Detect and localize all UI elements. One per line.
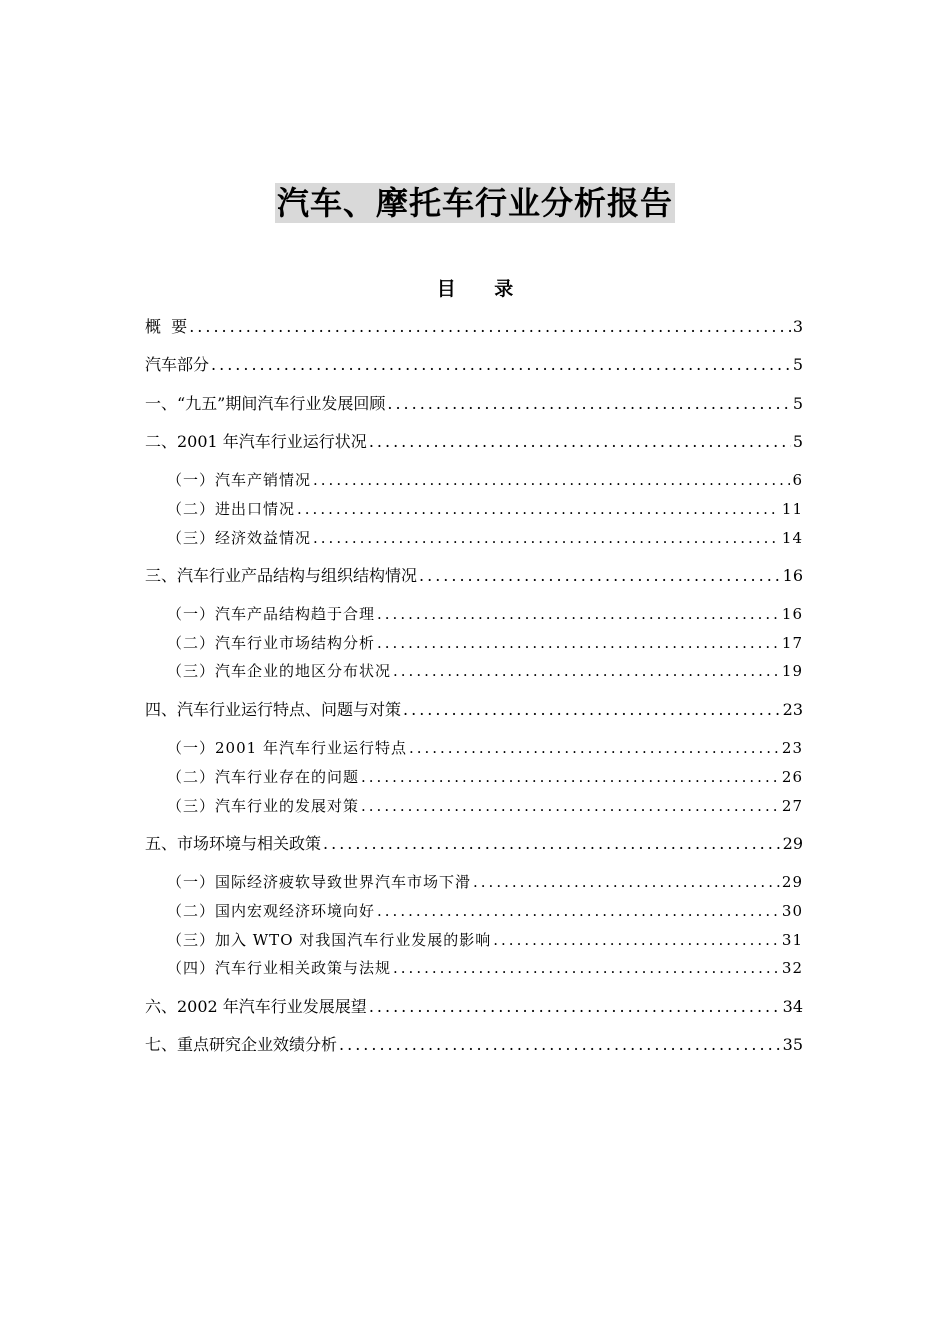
toc-subentry[interactable]	[167, 929, 803, 951]
toc-entry-page: 11	[781, 500, 803, 518]
toc-subentry[interactable]	[167, 527, 803, 549]
toc-subentry[interactable]	[167, 795, 803, 817]
leader-dots	[419, 565, 781, 587]
leader-dots	[211, 354, 791, 376]
leader-dots	[313, 527, 780, 549]
toc-entry-label: （二）国内宏观经济环境向好	[167, 902, 376, 920]
toc-entry-label: 二、2001 年汽车行业运行状况	[145, 432, 367, 451]
toc-entry-label: （三）加入 WTO 对我国汽车行业发展的影响	[167, 931, 492, 949]
toc-subentry[interactable]	[167, 737, 803, 759]
toc-entry-page: 27	[781, 797, 803, 815]
toc-entry-label: 一、“九五”期间汽车行业发展回顾	[145, 394, 386, 413]
toc-entry[interactable]	[145, 393, 803, 415]
document-title: 汽车、摩托车行业分析报告	[276, 184, 673, 222]
toc-entry-page: 5	[792, 355, 803, 374]
toc-entry-label: 七、重点研究企业效绩分析	[145, 1035, 338, 1054]
toc-entry-label: 六、2002 年汽车行业发展展望	[145, 997, 367, 1016]
leader-dots	[393, 957, 780, 979]
toc-subentry[interactable]	[167, 498, 803, 520]
toc-entry[interactable]	[145, 565, 803, 587]
toc-subentry[interactable]	[167, 957, 803, 979]
toc-entry-label: （一）汽车产销情况	[167, 471, 312, 489]
leader-dots	[377, 632, 780, 654]
leader-dots	[387, 393, 790, 415]
toc-entry-label: （二）汽车行业存在的问题	[167, 768, 360, 786]
toc-entry-page: 32	[781, 959, 803, 977]
leader-dots	[189, 316, 791, 338]
toc-subentry[interactable]	[167, 469, 803, 491]
toc-entry-label: （一）汽车产品结构趋于合理	[167, 605, 376, 623]
leader-dots	[377, 900, 780, 922]
toc-entry-page: 17	[781, 634, 803, 652]
toc-entry-label: （三）汽车行业的发展对策	[167, 797, 360, 815]
toc-entry-page: 23	[782, 700, 803, 719]
toc-entry[interactable]	[145, 431, 803, 453]
toc-subentry[interactable]	[167, 766, 803, 788]
toc-entry-page: 16	[782, 566, 803, 585]
toc-entry-label: （二）进出口情况	[167, 500, 296, 518]
leader-dots	[377, 603, 780, 625]
toc-entry[interactable]	[145, 699, 803, 721]
toc-entry-page: 3	[792, 317, 803, 336]
toc-heading	[0, 277, 950, 301]
leader-dots	[339, 1034, 781, 1056]
leader-dots	[403, 699, 781, 721]
leader-dots	[493, 929, 780, 951]
toc-entry[interactable]	[145, 1034, 803, 1056]
toc-entry-page: 34	[782, 997, 803, 1016]
toc-entry-page: 5	[792, 394, 803, 413]
toc-entry-label: 概 要	[145, 317, 188, 336]
toc-entry-page: 14	[781, 529, 803, 547]
toc-entry[interactable]	[145, 833, 803, 855]
leader-dots	[369, 431, 791, 453]
toc-subentry[interactable]	[167, 900, 803, 922]
toc-subentry[interactable]	[167, 603, 803, 625]
toc-entry-page: 16	[781, 605, 803, 623]
toc-entry-label: 四、汽车行业运行特点、问题与对策	[145, 700, 402, 719]
leader-dots	[409, 737, 780, 759]
toc-entry-label: 三、汽车行业产品结构与组织结构情况	[145, 566, 418, 585]
toc-entry-page: 30	[781, 902, 803, 920]
toc-entry-label: （三）经济效益情况	[167, 529, 312, 547]
leader-dots	[361, 766, 780, 788]
toc-entry-page: 23	[781, 739, 803, 757]
title-block	[0, 183, 950, 223]
toc-entry-label: 五、市场环境与相关政策	[145, 834, 322, 853]
leader-dots	[393, 660, 780, 682]
leader-dots	[473, 871, 780, 893]
leader-dots	[361, 795, 780, 817]
toc-entry-label: （一）2001 年汽车行业运行特点	[167, 739, 407, 757]
toc-subentry[interactable]	[167, 871, 803, 893]
toc-entry-page: 19	[781, 662, 803, 680]
leader-dots	[313, 469, 790, 491]
toc-entry-page: 6	[792, 471, 803, 489]
toc-entry-page: 29	[781, 873, 803, 891]
toc-entry-label: 汽车部分	[145, 355, 210, 374]
toc-entry[interactable]	[145, 316, 803, 338]
toc-entry-page: 26	[781, 768, 803, 786]
toc-entry-page: 31	[781, 931, 803, 949]
toc-subentry[interactable]	[167, 660, 803, 682]
toc-entry[interactable]	[145, 996, 803, 1018]
leader-dots	[369, 996, 781, 1018]
toc-entry-page: 29	[782, 834, 803, 853]
toc-subentry[interactable]	[167, 632, 803, 654]
leader-dots	[323, 833, 781, 855]
toc-entry-page: 5	[792, 432, 803, 451]
toc-entry[interactable]	[145, 354, 803, 376]
toc-entry-label: （二）汽车行业市场结构分析	[167, 634, 376, 652]
toc-heading-text: 目 录	[436, 278, 530, 300]
toc-entry-page: 35	[782, 1035, 803, 1054]
leader-dots	[297, 498, 780, 520]
toc-entry-label: （四）汽车行业相关政策与法规	[167, 959, 392, 977]
toc-entry-label: （三）汽车企业的地区分布状况	[167, 662, 392, 680]
toc-entry-label: （一）国际经济疲软导致世界汽车市场下滑	[167, 873, 472, 891]
